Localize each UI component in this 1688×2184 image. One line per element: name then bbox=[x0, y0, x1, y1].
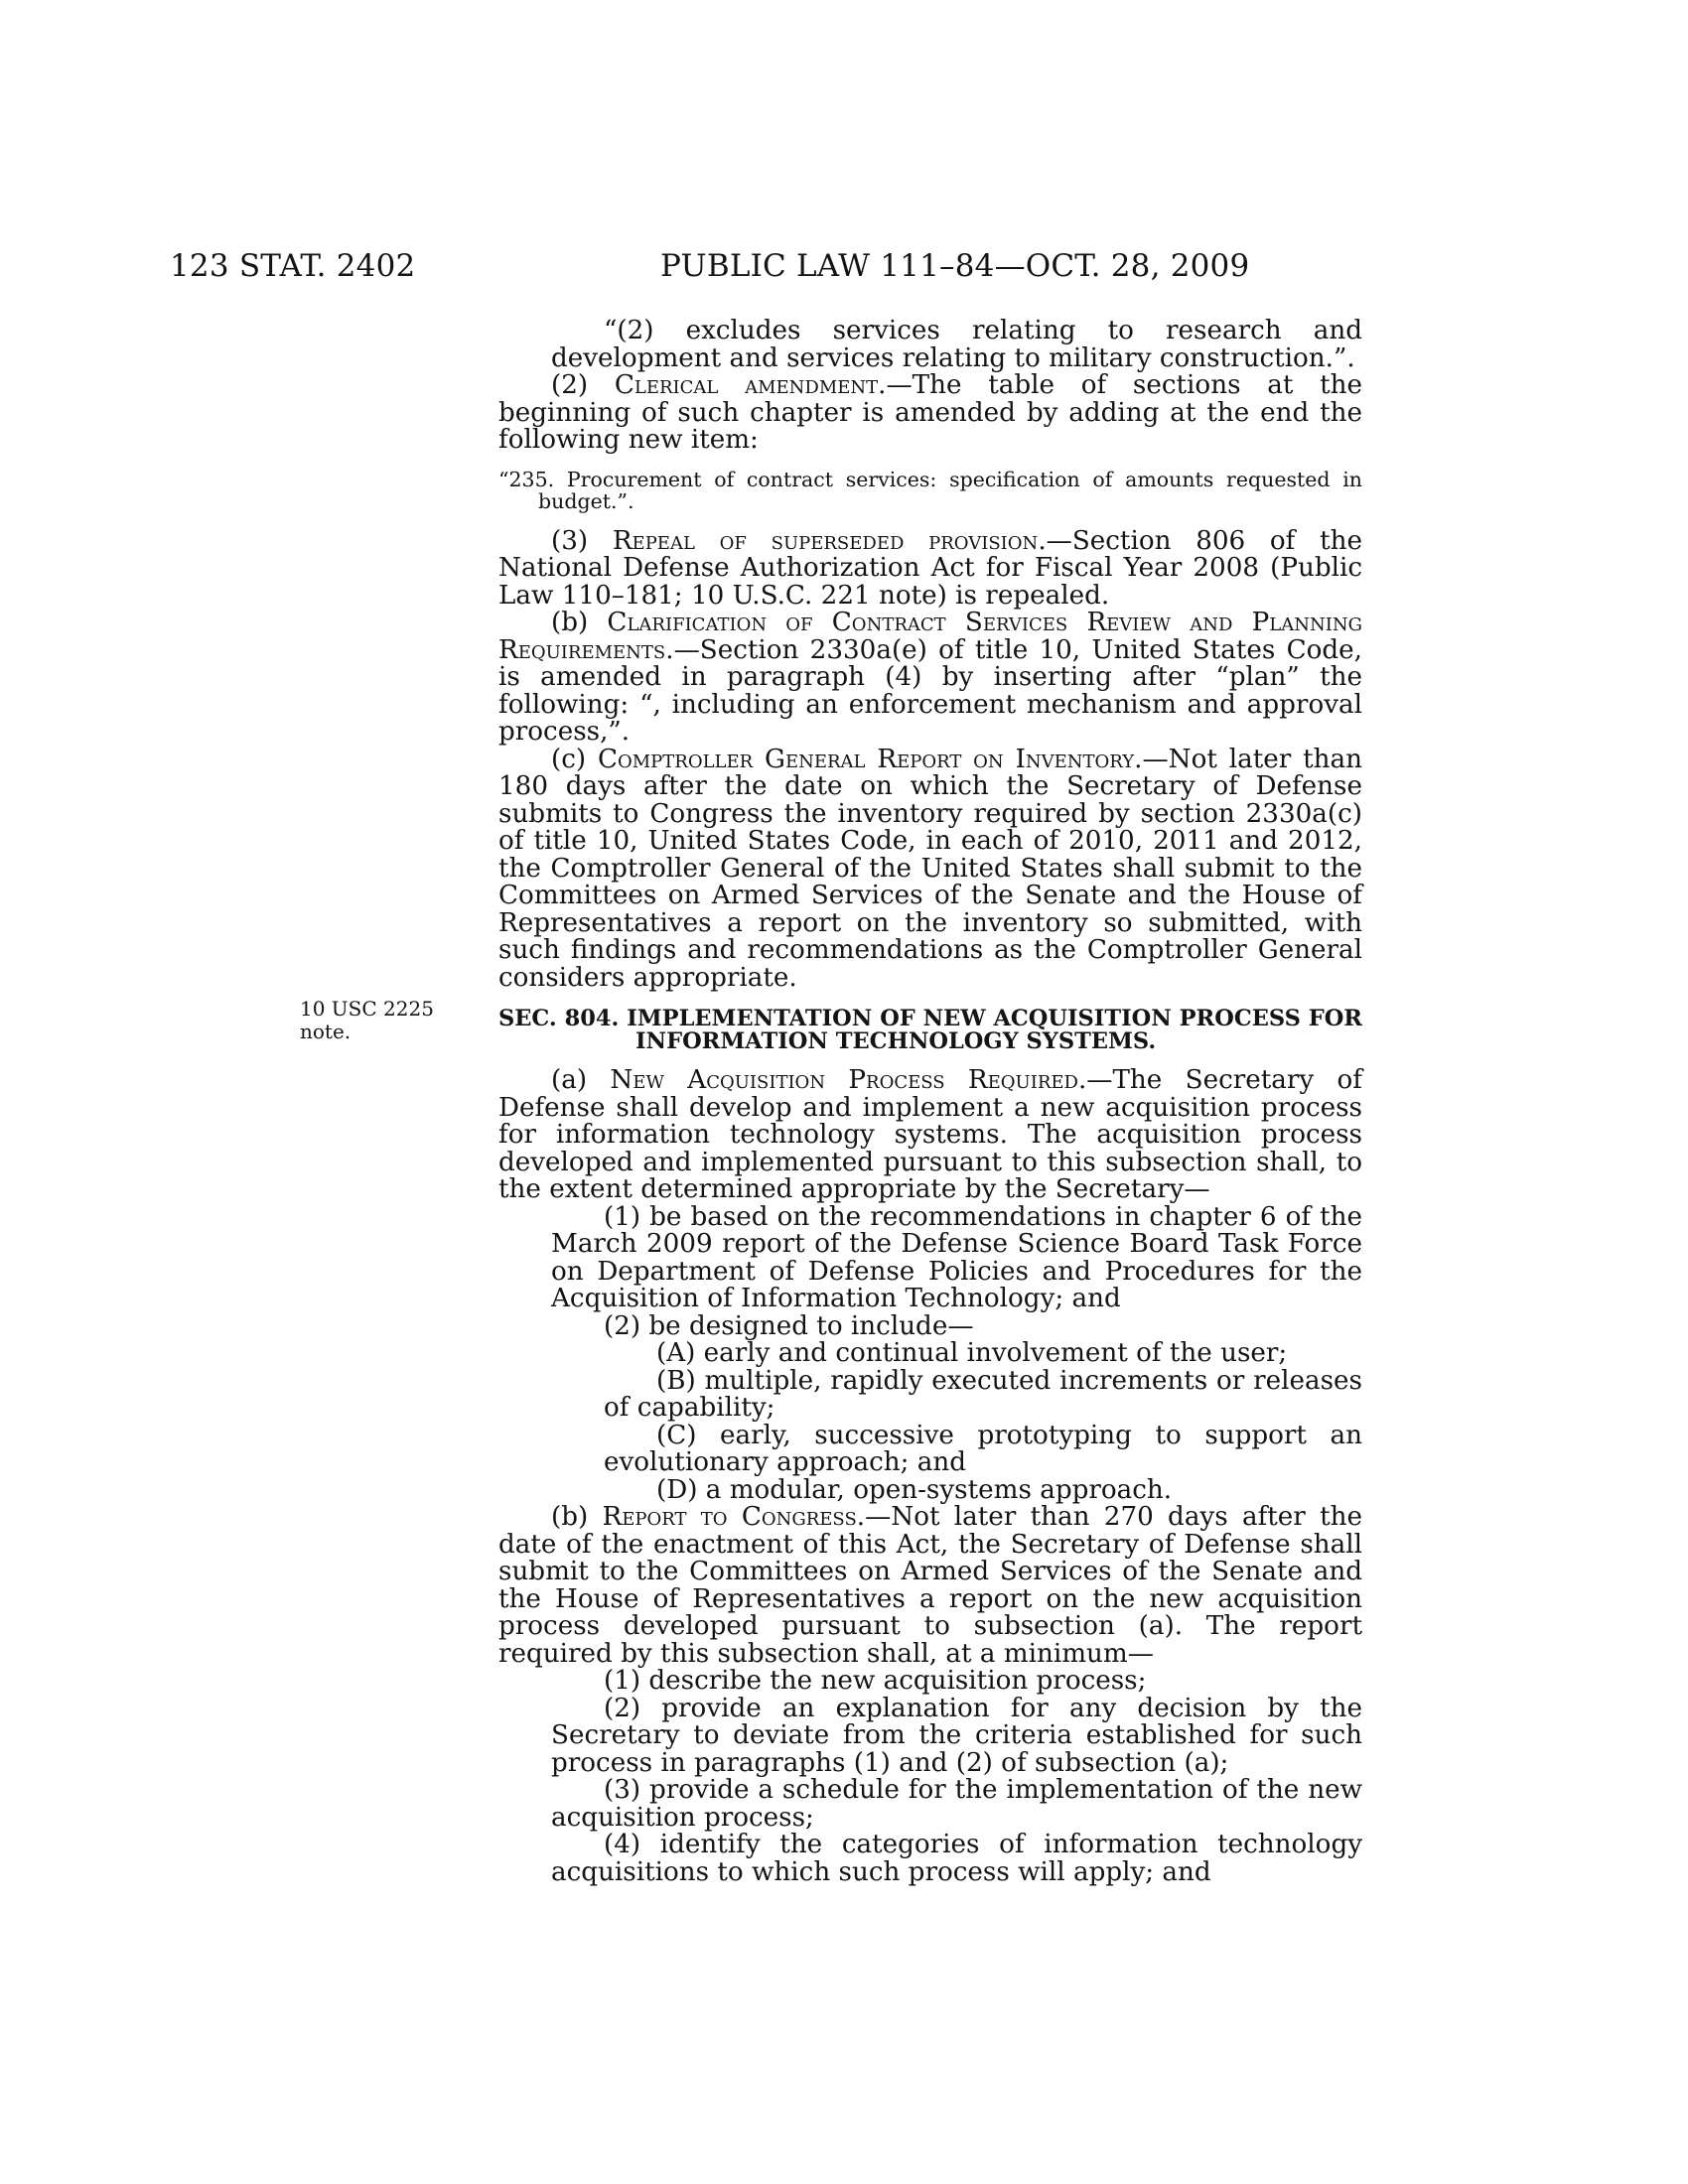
margin-note bbox=[300, 998, 449, 1043]
paragraph-label: (3) bbox=[551, 525, 613, 556]
paragraph-text: .—The table of sections at the beginning of such chapter is amended by adding at the end the following new item: bbox=[498, 370, 1362, 455]
body-text bbox=[498, 318, 1362, 1886]
subsection-heading: Report to Congress bbox=[602, 1502, 857, 1532]
subsection bbox=[498, 744, 1362, 993]
margin-note-line1: 10 USC 2225 bbox=[300, 997, 434, 1021]
subsection-heading: Clarification of Contract Services Review and Planning Requirements bbox=[498, 608, 1362, 665]
page-stat-number: 123 STAT. 2402 bbox=[170, 248, 416, 284]
margin-note-line2: note. bbox=[300, 1020, 352, 1043]
page-running-title: PUBLIC LAW 111–84—OCT. 28, 2009 bbox=[660, 248, 1250, 284]
subsection bbox=[498, 1504, 1362, 1668]
paragraph: (1) describe the new acquisition process; bbox=[604, 1666, 1147, 1696]
subparagraph: (B) multiple, rapidly executed increments or releases of capability; bbox=[604, 1365, 1362, 1423]
subsection-text: .—Not later than 270 days after the date of the enactment of this Act, the Secretary of Defense shall submit to the Committees on Armed Services of the Senate and the House of Representatives a report on the new acquisition process developed pursuant to subsection (a). The report required by this subsection shall, at a minimum— bbox=[498, 1502, 1362, 1669]
subparagraph: (C) early, successive prototyping to support an evolutionary approach; and bbox=[604, 1420, 1362, 1477]
paragraph: (4) identify the categories of information technology acquisitions to which such process will apply; and bbox=[551, 1830, 1362, 1887]
paragraph: (3) provide a schedule for the implementation of the new acquisition process; bbox=[551, 1775, 1362, 1833]
section-heading: SEC. 804. IMPLEMENTATION OF NEW ACQUISITION PROCESS FOR INFORMATION TECHNOLOGY SYSTEMS. bbox=[498, 1006, 1362, 1054]
paragraph: (2) be designed to include— bbox=[604, 1310, 974, 1341]
subsection-label: (c) bbox=[551, 744, 598, 774]
paragraph bbox=[498, 372, 1362, 455]
paragraph-label: (2) bbox=[551, 370, 615, 400]
subsection bbox=[498, 1067, 1362, 1204]
table-of-sections-item: “235. Procurement of contract services: specification of amounts requested in budget.”. bbox=[498, 467, 1362, 513]
paragraph bbox=[498, 525, 1363, 611]
subsection-label: (b) bbox=[551, 608, 608, 637]
subsection-text: .—Not later than 180 days after the date on which the Secretary of Defense submits to Congress the inventory required by section 2330a(c) of title 10, United States Code, in each of 2010, 2011 and 2012, the Comptroller General of the United States shall submit to the Committees on Armed Services of the Senate and the House of Representatives a report on the inventory so submitted, with such findings and recommendations as the Comptroller General considers appropriate. bbox=[498, 744, 1362, 993]
paragraph-heading: Repeal of superseded provision bbox=[612, 525, 1039, 556]
subparagraph: (A) early and continual involvement of the user; bbox=[656, 1338, 1288, 1368]
paragraph-text: .—Section 806 of the National Defense Authorization Act for Fiscal Year 2008 (Public Law 110–181; 10 U.S.C. 221 note) is repealed. bbox=[498, 525, 1363, 611]
paragraph: (1) be based on the recommendations in chapter 6 of the March 2009 report of the Defense Science Board Task Force on Department of Defense Policies and Procedures for the Acquisition of Information Technology; and bbox=[551, 1201, 1362, 1313]
paragraph: (2) provide an explanation for any decision by the Secretary to deviate from the criteria established for such process in paragraphs (1) and (2) of subsection (a); bbox=[551, 1693, 1362, 1778]
subsection-text: .—Section 2330a(e) of title 10, United States Code, is amended in paragraph (4) by inserting after “plan” the following: “, including an enforcement mechanism and approval process,”. bbox=[498, 634, 1362, 747]
subsection bbox=[498, 610, 1362, 747]
subsection-label: (b) bbox=[551, 1502, 603, 1532]
subsection-text: .—The Secretary of Defense shall develop and implement a new acquisition process for information technology systems. The acquisition process developed and implemented pursuant to this subsection shall, to the extent determined appropriate by the Secretary— bbox=[498, 1065, 1362, 1204]
paragraph-heading: Clerical amendment bbox=[614, 370, 879, 400]
subsection-heading: Comptroller General Report on Inventory bbox=[597, 744, 1135, 774]
subsection-label: (a) bbox=[551, 1065, 611, 1095]
subsection-heading: New Acquisition Process Required bbox=[610, 1065, 1078, 1095]
paragraph: “(2) excludes services relating to research and development and services relating to military construction.”. bbox=[551, 316, 1362, 373]
subparagraph: (D) a modular, open-systems approach. bbox=[656, 1474, 1173, 1505]
